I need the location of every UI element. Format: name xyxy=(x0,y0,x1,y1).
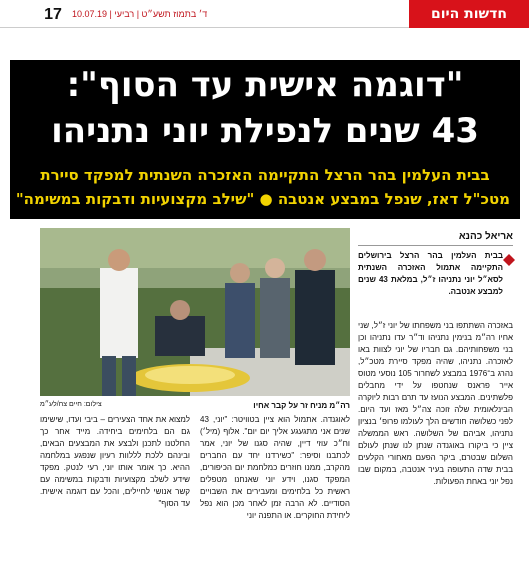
subheadline-line-2: מטכ"ל דאז, שנפל במבצע אנטבה ● "שילב מקצועיות ודבקות במשימה" xyxy=(15,190,510,208)
subheadline-line-1: בבית העלמין בהר הרצל התקיימה האזכרה השנתית למפקד סיירת xyxy=(40,166,490,184)
page-number: 17 xyxy=(44,6,62,23)
page-top-bar xyxy=(0,0,529,28)
article-byline: אריאל כהנא xyxy=(358,231,513,246)
newspaper-logo: חדשות היום xyxy=(409,0,529,28)
headline-line-2: 43 שנים לנפילת יוני נתניהו xyxy=(51,111,479,151)
article-photo xyxy=(40,228,350,396)
photo-credit: צילום: חיים צח/לע״מ xyxy=(40,401,102,408)
article-lead xyxy=(358,250,503,298)
article-column-right xyxy=(358,320,513,488)
article-column-left xyxy=(40,414,190,510)
diamond-bullet-icon xyxy=(503,254,515,266)
edition-date: ד׳ בתמוז תשע״ט | רביעי | 10.07.19 xyxy=(72,9,208,19)
body-paragraph: למצוא את אחד הצעירים – ביבי ועדו, שישימו גם הם בלחימים ביחידה. מייד אחר כך החלטנו לתכנן ולבצע את המבצעים הבאים, ובינהם ללכת לללוות רעיון שנפגע במלחמה ההיא. כך אומר אותו יוני, רעי לנטק. מפקד שידע לשלב מקצועיות ודבקות במשימה עם קשר אנושי לחיילים, והכל עם דוגמה אישית. עד הסוף" xyxy=(40,415,190,508)
article-column-middle xyxy=(200,414,350,522)
headline-line-1: "דוגמה אישית עד הסוף": xyxy=(66,65,464,105)
body-paragraph: באזכרה השתתפו בני משפחתו של יוני ז״ל, שני אחיו רה״מ בנימין נתניהו וד״ר עדו נתניהו וכן בני משפחותיהם. גם חבריו של יוני לצוות באו לאזכרה. נתניהו, שהיה מפקד סיירת מטכ״ל, נהרג ב־1976 במבצע לשחרור 105 נוסעי מטוס אייר פראנס שנחטפו על ידי מחבלים פלשתינים. המבצע הנועז עד תרם רבות ליוקרה הבינלאומית שלה זוכה צה״ל מאז ועד היום. לפני כשלושה חודשים הלך לעולמו פרופ׳ בנציון נתניהו, אביהם של השלושה. ראש הממשלה ציין כי ביקורו באוגנדה שנתן לנו שנתן לעולם השלום שבטרם, ביקר הפעם מאחורי הקלעים בבית שדה התעופה בעיר אנטבה, במקום שבו נפל יוני באחת הפעולות. xyxy=(358,321,514,486)
body-paragraph: לאוגנדה. אתמול הוא ציין בטוויטר: "יוני, 43 שנים אני מתגעגע אליך יום יום". אלוף (מיל׳) וח״כ עוזי דיין, שהיה סגנו של יוני, אמר לכתבנו וסיפר: "כשירדנו יחד עם החברים מהקרב, ממנו חוזרים כמלחמת יום הכיפורים, המפקד סגנו, וידע יוני שאנחנו מטפלים ראשית כל בלחימים ומעבירים את השבויים הסודיים. לא הרבה זמן לאחר מכן הוא נפל ליחידת החוקרים. או התפנה יוני xyxy=(200,415,350,520)
ceremony-photo-illustration xyxy=(40,228,350,396)
lead-paragraph: בבית העלמין בהר הרצל בירושלים התקיימה אתמול האזכרה השנתית לסא״ל יוני נתניהו ז״ל, במלאת 43 שנים למבצע אנטבה. xyxy=(358,251,503,296)
headline-block xyxy=(10,60,520,219)
photo-caption: רה״מ מניח זר על קבר אחיו xyxy=(253,401,350,410)
